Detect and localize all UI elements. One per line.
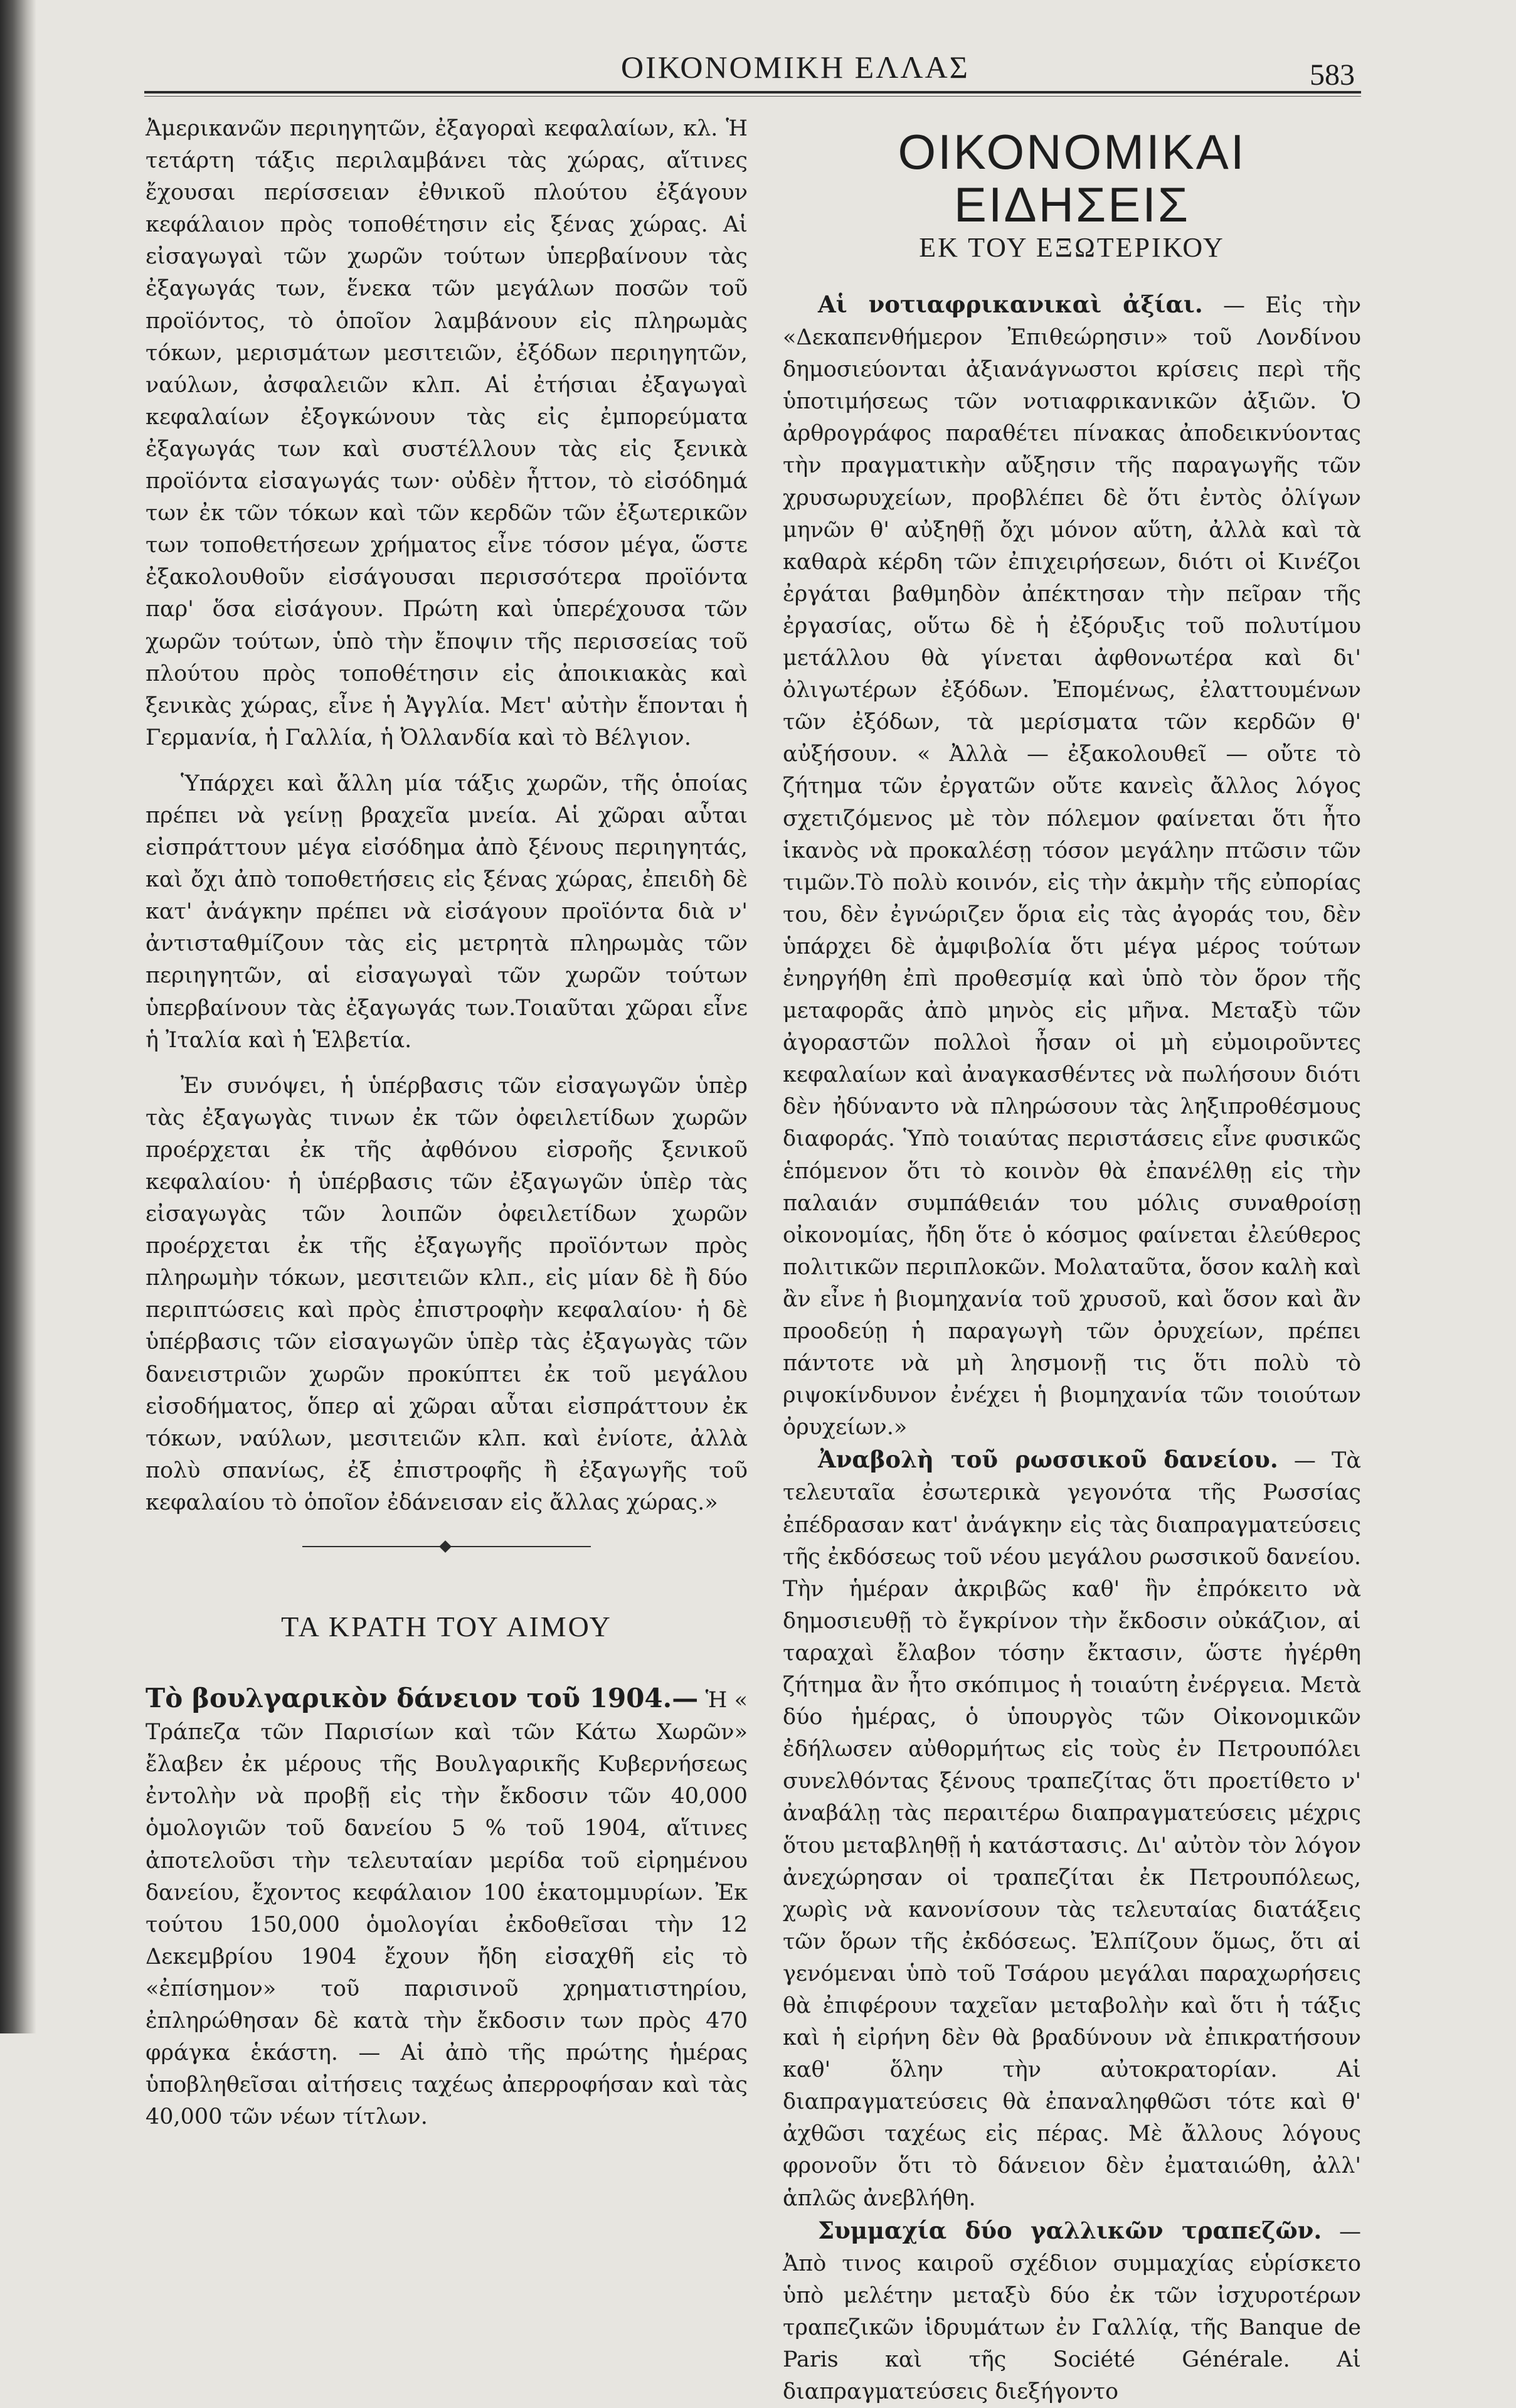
news-section-title: ΟΙΚΟΝΟΜΙΚΑΙ ΕΙΔΗΣΕΙΣ (898, 124, 1246, 232)
header-rule-thin (144, 96, 1361, 97)
right-column (783, 113, 1361, 2405)
book-spine-shadow (0, 0, 36, 2033)
bulgarian-loan-heading: Τὸ βουλγαρικὸν δάνειον τοῦ 1904.— (146, 1683, 699, 1714)
news-item-south-african (783, 289, 1361, 1444)
bulgarian-loan-text: Ἡ « Τράπεζα τῶν Παρισίων καὶ τῶν Κάτω Χωρῶν» ἔλαβεν ἐκ μέρους τῆς Βουλγαρικῆς Κυβερνήσεως ἐντολὴν νὰ προβῇ εἰς τὴν ἔκδοσιν τῶν 40,000 ὁμολογιῶν τοῦ δανείου 5 % τοῦ 1904, αἵτινες ἀποτελοῦσι τὴν τελευταίαν μερίδα τοῦ εἰρημένου δανείου, ἔχοντος κεφάλαιον 100 ἑκατομμυρίων. Ἐκ τούτου 150,000 ὁμολογίαι ἐκδοθεῖσαι τὴν 12 Δεκεμβρίου 1904 ἔχουν ἤδη εἰσαχθῆ εἰς τὸ «ἐπίσημον» τοῦ παρισινοῦ χρηματιστηρίου, ἐπληρώθησαν δὲ κατὰ τὴν ἔκδοσιν των πρὸς 470 φράγκα ἑκάστη. — Αἱ ἀπὸ τῆς πρώτης ἡμέρας ὑποβληθεῖσαι αἰτήσεις ταχέως ἀπερροφήσαν καὶ τὰς 40,000 τῶν νέων τίτλων. (146, 1688, 748, 2130)
news-item-heading: Ἀναβολὴ τοῦ ρωσσικοῦ δανείου. (818, 1446, 1278, 1474)
article-paragraph-2: Ὑπάρχει καὶ ἄλλη μία τάξις χωρῶν, τῆς ὁποίας πρέπει νὰ γείνῃ βραχεῖα μνεία. Αἱ χῶραι αὗται εἰσπράττουν μέγα εἰσόδημα ἀπὸ ξένους περιηγητάς, καὶ ὄχι ἀπὸ τοποθετήσεις εἰς ξένας χώρας, ἐπειδὴ δὲ κατ' ἀνάγκην πρέπει νὰ εἰσάγουν προϊόντα διὰ ν' ἀντισταθμίζουν τὰς εἰς μετρητὰ πληρωμὰς τῶν περιηγητῶν, αἱ εἰσαγωγαὶ τῶν χωρῶν τούτων ὑπερβαίνουν τὰς ἐξαγωγάς των.Τοιαῦται χῶραι εἶνε ἡ Ἰταλία καὶ ἡ Ἑλβετία. (146, 770, 748, 1053)
section-title: ΤΑ ΚΡΑΤΗ ΤΟΥ ΑΙΜΟΥ (281, 1611, 612, 1643)
news-item-french-banks (783, 2215, 1361, 2408)
article-paragraph-1: Ἀμερικανῶν περιηγητῶν, ἐξαγοραὶ κεφαλαίων, κλ. Ἡ τετάρτη τάξις περιλαμβάνει τὰς χώρας, αἵτινες ἔχουσαι περίσσειαν ἐθνικοῦ πλούτου ἐξάγουν κεφάλαιον πρὸς τοποθέτησιν εἰς ξένας χώρας. Αἱ εἰσαγωγαὶ τῶν χωρῶν τούτων ὑπερβαίνουν τὰς ἐξαγωγάς των, ἕνεκα τῶν μεγάλων ποσῶν τοῦ προϊόντος, τὸ ὁποῖον λαμβάνουν εἰς πληρωμὰς τόκων, μερισμάτων μεσιτειῶν, ἐξόδων περιηγητῶν, ναύλων, ἀσφαλειῶν κλπ. Αἱ ἐτήσιαι ἐξαγωγαὶ κεφαλαίων ἐξογκώνουν τὰς εἰς ἐμπορεύματα ἐξαγωγάς των καὶ συστέλλουν τὰς εἰς ξενικὰ προϊόντα εἰσαγωγάς των· οὐδὲν ἧττον, τὸ εἰσόδημά των ἐκ τῶν τόκων καὶ τῶν κερδῶν τῶν ἐξωτερικῶν των τοποθετήσεων χρήματος εἶνε τόσον μέγα, ὥστε ἐξακολουθοῦν εἰσάγουσαι περισσότερα προϊόντα παρ' ὅσα εἰσάγουν. Πρώτη καὶ ὑπερέχουσα τῶν χωρῶν τούτων, ὑπὸ τὴν ἔποψιν τῆς περισσείας τοῦ πλούτου πρὸς τοποθέτησιν εἰς ἀποικιακὰς καὶ ξενικὰς χώρας, εἶνε ἡ Ἀγγλία. Μετ' αὐτὴν ἕπονται ἡ Γερμανία, ἡ Γαλλία, ἡ Ὀλλανδία καὶ τὸ Βέλγιον. (146, 116, 748, 750)
article-paragraph-3: Ἐν συνόψει, ἡ ὑπέρβασις τῶν εἰσαγωγῶν ὑπὲρ τὰς ἐξαγωγὰς τινων ἐκ τῶν ὀφειλετίδων χωρῶν προέρχεται ἐκ τῆς ἀφθόνου εἰσροῆς ξενικοῦ κεφαλαίου· ἡ ὑπέρβασις τῶν ἐξαγωγῶν ὑπὲρ τὰς εἰσαγωγὰς τῶν λοιπῶν ὀφειλετίδων χωρῶν προέρχεται ἐκ τῆς ἐξαγωγῆς προϊόντων πρὸς πληρωμὴν τόκων, μεσιτειῶν κλπ., εἰς μίαν δὲ ἢ δύο περιπτώσεις καὶ πρὸς ἐπιστροφὴν κεφαλαίου· ἡ δὲ ὑπέρβασις τῶν εἰσαγωγῶν ὑπὲρ τὰς ἐξαγωγὰς τῶν δανειστριῶν χωρῶν προκύπτει ἐκ τοῦ μεγάλου εἰσοδήματος, ὅπερ αἱ χῶραι αὗται εἰσπράττουν ἐκ τόκων, ναύλων, μεσιτειῶν κλπ. καὶ ἐνίοτε, ἀλλὰ πολὺ σπανίως, ἐξ ἐπιστροφῆς ἢ ἐξαγωγῆς τοῦ κεφαλαίου τὸ ὁποῖον ἐδάνεισαν εἰς ἄλλας χώρας.» (146, 1073, 748, 1515)
bulgarian-loan-item (146, 1682, 748, 2133)
news-item-text: — Τὰ τελευταῖα ἐσωτερικὰ γεγονότα τῆς Ρωσσίας ἐπέδρασαν κατ' ἀνάγκην εἰς τὰς διαπραγματεύσεις τῆς ἐκδόσεως τοῦ νέου μεγάλου ρωσσικοῦ δανείου. Τὴν ἡμέραν ἀκριβῶς καθ' ἣν ἐπρόκειτο νὰ δημοσιευθῇ τὸ ἔγκρίνον τὴν ἔκδοσιν οὐκάζιον, αἱ ταραχαὶ ἔλαβον τόσην ἔκτασιν, ὥστε ἠγέρθη ζήτημα ἂν ἦτο σκόπιμος ἡ τοιαύτη ἐνέργεια. Μετὰ δύο ἡμέρας, ὁ ὑπουργὸς τῶν Οἰκονομικῶν ἐδήλωσεν αὐθορμήτως εἰς τοὺς ἐν Πετρουπόλει συνελθόντας ξένους τραπεζίτας ὅτι προετίθετο ν' ἀναβάλῃ τὰς περαιτέρω διαπραγματεύσεις μέχρις ὅτου μεταβληθῇ ἡ κατάστασις. Δι' αὐτὸν τὸν λόγον ἀνεχώρησαν οἱ τραπεζίται ἐκ Πετρουπόλεως, χωρὶς νὰ κανονίσουν τὰς τελευταίας διατάξεις τῶν ὅρων τῆς ἐκδόσεως. Ἐλπίζουν ὅμως, ὅτι αἱ γενόμεναι ὑπὸ τοῦ Τσάρου μεγάλαι παραχωρήσεις θὰ ἐπιφέρουν ταχεῖαν μεταβολὴν καὶ ὅτι ἡ τάξις καὶ ἡ εἰρήνη δὲν θὰ βραδύνουν νὰ ἐπικρατήσουν καθ' ὅλην τὴν αὐτοκρατορίαν. Αἱ διαπραγματεύσεις θὰ ἐπαναληφθῶσι τότε καὶ θ' ἀχθῶσι ταχέως εἰς πέρας. Μὲ ἄλλους λόγους φρονοῦν ὅτι τὸ δάνειον δὲν ἐματαιώθη, ἀλλ' ἁπλῶς ἀνεβλήθη. (783, 1448, 1361, 2211)
running-head (0, 44, 1443, 94)
header-rule (144, 91, 1361, 93)
journal-name: ΟΙΚΟΝΟΜΙΚΗ ΕΛΛΑΣ (621, 50, 970, 85)
page-number: 583 (1310, 58, 1355, 92)
section-divider (302, 1540, 591, 1553)
news-item-text: — Εἰς τὴν «Δεκαπενθήμερον Ἐπιθεώρησιν» τοῦ Λονδίνου δημοσιεύονται ἀξιανάγνωστοι κρίσεις περὶ τῆς ὑποτιμήσεως τῶν νοτιαφρικανικῶν ἀξιῶν. Ὁ ἀρθρογράφος παραθέτει πίνακας ἀποδεικνύοντας τὴν πραγματικὴν αὔξησιν τῆς παραγωγῆς τῶν χρυσωρυχείων, προβλέπει δὲ ὅτι ἐντὸς ὀλίγων μηνῶν θ' αὐξηθῇ ὄχι μόνον αὕτη, ἀλλὰ καὶ τὰ καθαρὰ κέρδη τῶν ἐπιχειρήσεων, διότι οἱ Κινέζοι ἐργάται βαθμηδὸν ἀπέκτησαν τὴν πεῖραν τῆς ἐργασίας, οὕτω δὲ ἡ ἐξόρυξις τοῦ πολυτίμου μετάλλου θὰ γίνεται ἀφθονωτέρα καὶ δι' ὀλιγωτέρων ἐξόδων. Ἐπομένως, ἐλαττουμένων τῶν ἐξόδων, τὰ μερίσματα τῶν κερδῶν θ' αὐξήσουν. « Ἀλλὰ — ἐξακολουθεῖ — οὔτε τὸ ζήτημα τῶν ἐργατῶν οὔτε κανεὶς ἄλλος λόγος σχετιζόμενος μὲ τὸν πόλεμον φαίνεται ὅτι ἦτο ἱκανὸς νὰ προκαλέσῃ τόσον μεγάλην πτῶσιν τῶν τιμῶν.Τὸ πολὺ κοινόν, εἰς τὴν ἀκμὴν τῆς εὐπορίας του, δὲν ἐγνώριζεν ὅρια εἰς τὰς ἀγοράς του, δὲν ὑπάρχει δὲ ἀμφιβολία ὅτι μέγα μέρος τούτων ἐνηργήθη ἐπὶ προθεσμίᾳ καὶ ὑπὸ τὸν ὅρον τῆς μεταφορᾶς ἀπὸ μηνὸς εἰς μῆνα. Μεταξὺ τῶν ἀγοραστῶν πολλοὶ ἦσαν οἱ μὴ εὐμοιροῦντες κεφαλαίων καὶ ἀναγκασθέντες νὰ πωλήσουν διότι δὲν ἠδύναντο νὰ πληρώσουν τὰς ληξιπροθέσμους διαφοράς. Ὑπὸ τοιαύτας περιστάσεις εἶνε φυσικῶς ἑπόμενον ὅτι τὸ κοινὸν θὰ ἐπανέλθῃ εἰς τὴν παλαιάν συμπάθειάν του μόλις συναθροίσῃ οἰκονομίας, ἤδη ὅτε ὁ κόσμος φαίνεται ἐλεύθερος πολιτικῶν περιπλοκῶν. Μολαταῦτα, ὅσον καλὴ καὶ ἂν εἶνε ἡ βιομηχανία τοῦ χρυσοῦ, καὶ ὅσον καὶ ἂν προοδεύῃ ἡ παραγωγὴ τῶν ὀρυχείων, πρέπει πάντοτε νὰ μὴ λησμονῇ τις ὅτι πολὺ τὸ ριψοκίνδυνον ἐνέχει ἡ βιομηχανία τῶν τοιούτων ὀρυχείων.» (783, 293, 1361, 1441)
news-item-text: — Ἀπὸ τινος καιροῦ σχέδιον συμμαχίας εὑρίσκετο ὑπὸ μελέτην μεταξὺ δύο ἐκ τῶν ἰσχυροτέρων τραπεζικῶν ἱδρυμάτων ἐν Γαλλίᾳ, τῆς Banque de Paris καὶ τῆς Société Générale. Αἱ διαπραγματεύσεις διεξήγοντο (783, 2219, 1361, 2405)
left-column (146, 113, 748, 2130)
news-item-heading: Αἱ νοτιαφρικανικαὶ ἀξίαι. (818, 290, 1203, 318)
diamond-ornament-icon (439, 1540, 452, 1553)
news-item-heading: Συμμαχία δύο γαλλικῶν τραπεζῶν. (818, 2216, 1322, 2244)
news-section-subtitle: ΕΚ ΤΟΥ ΕΞΩΤΕΡΙΚΟΥ (919, 232, 1225, 263)
news-item-russian-loan (783, 1444, 1361, 2214)
